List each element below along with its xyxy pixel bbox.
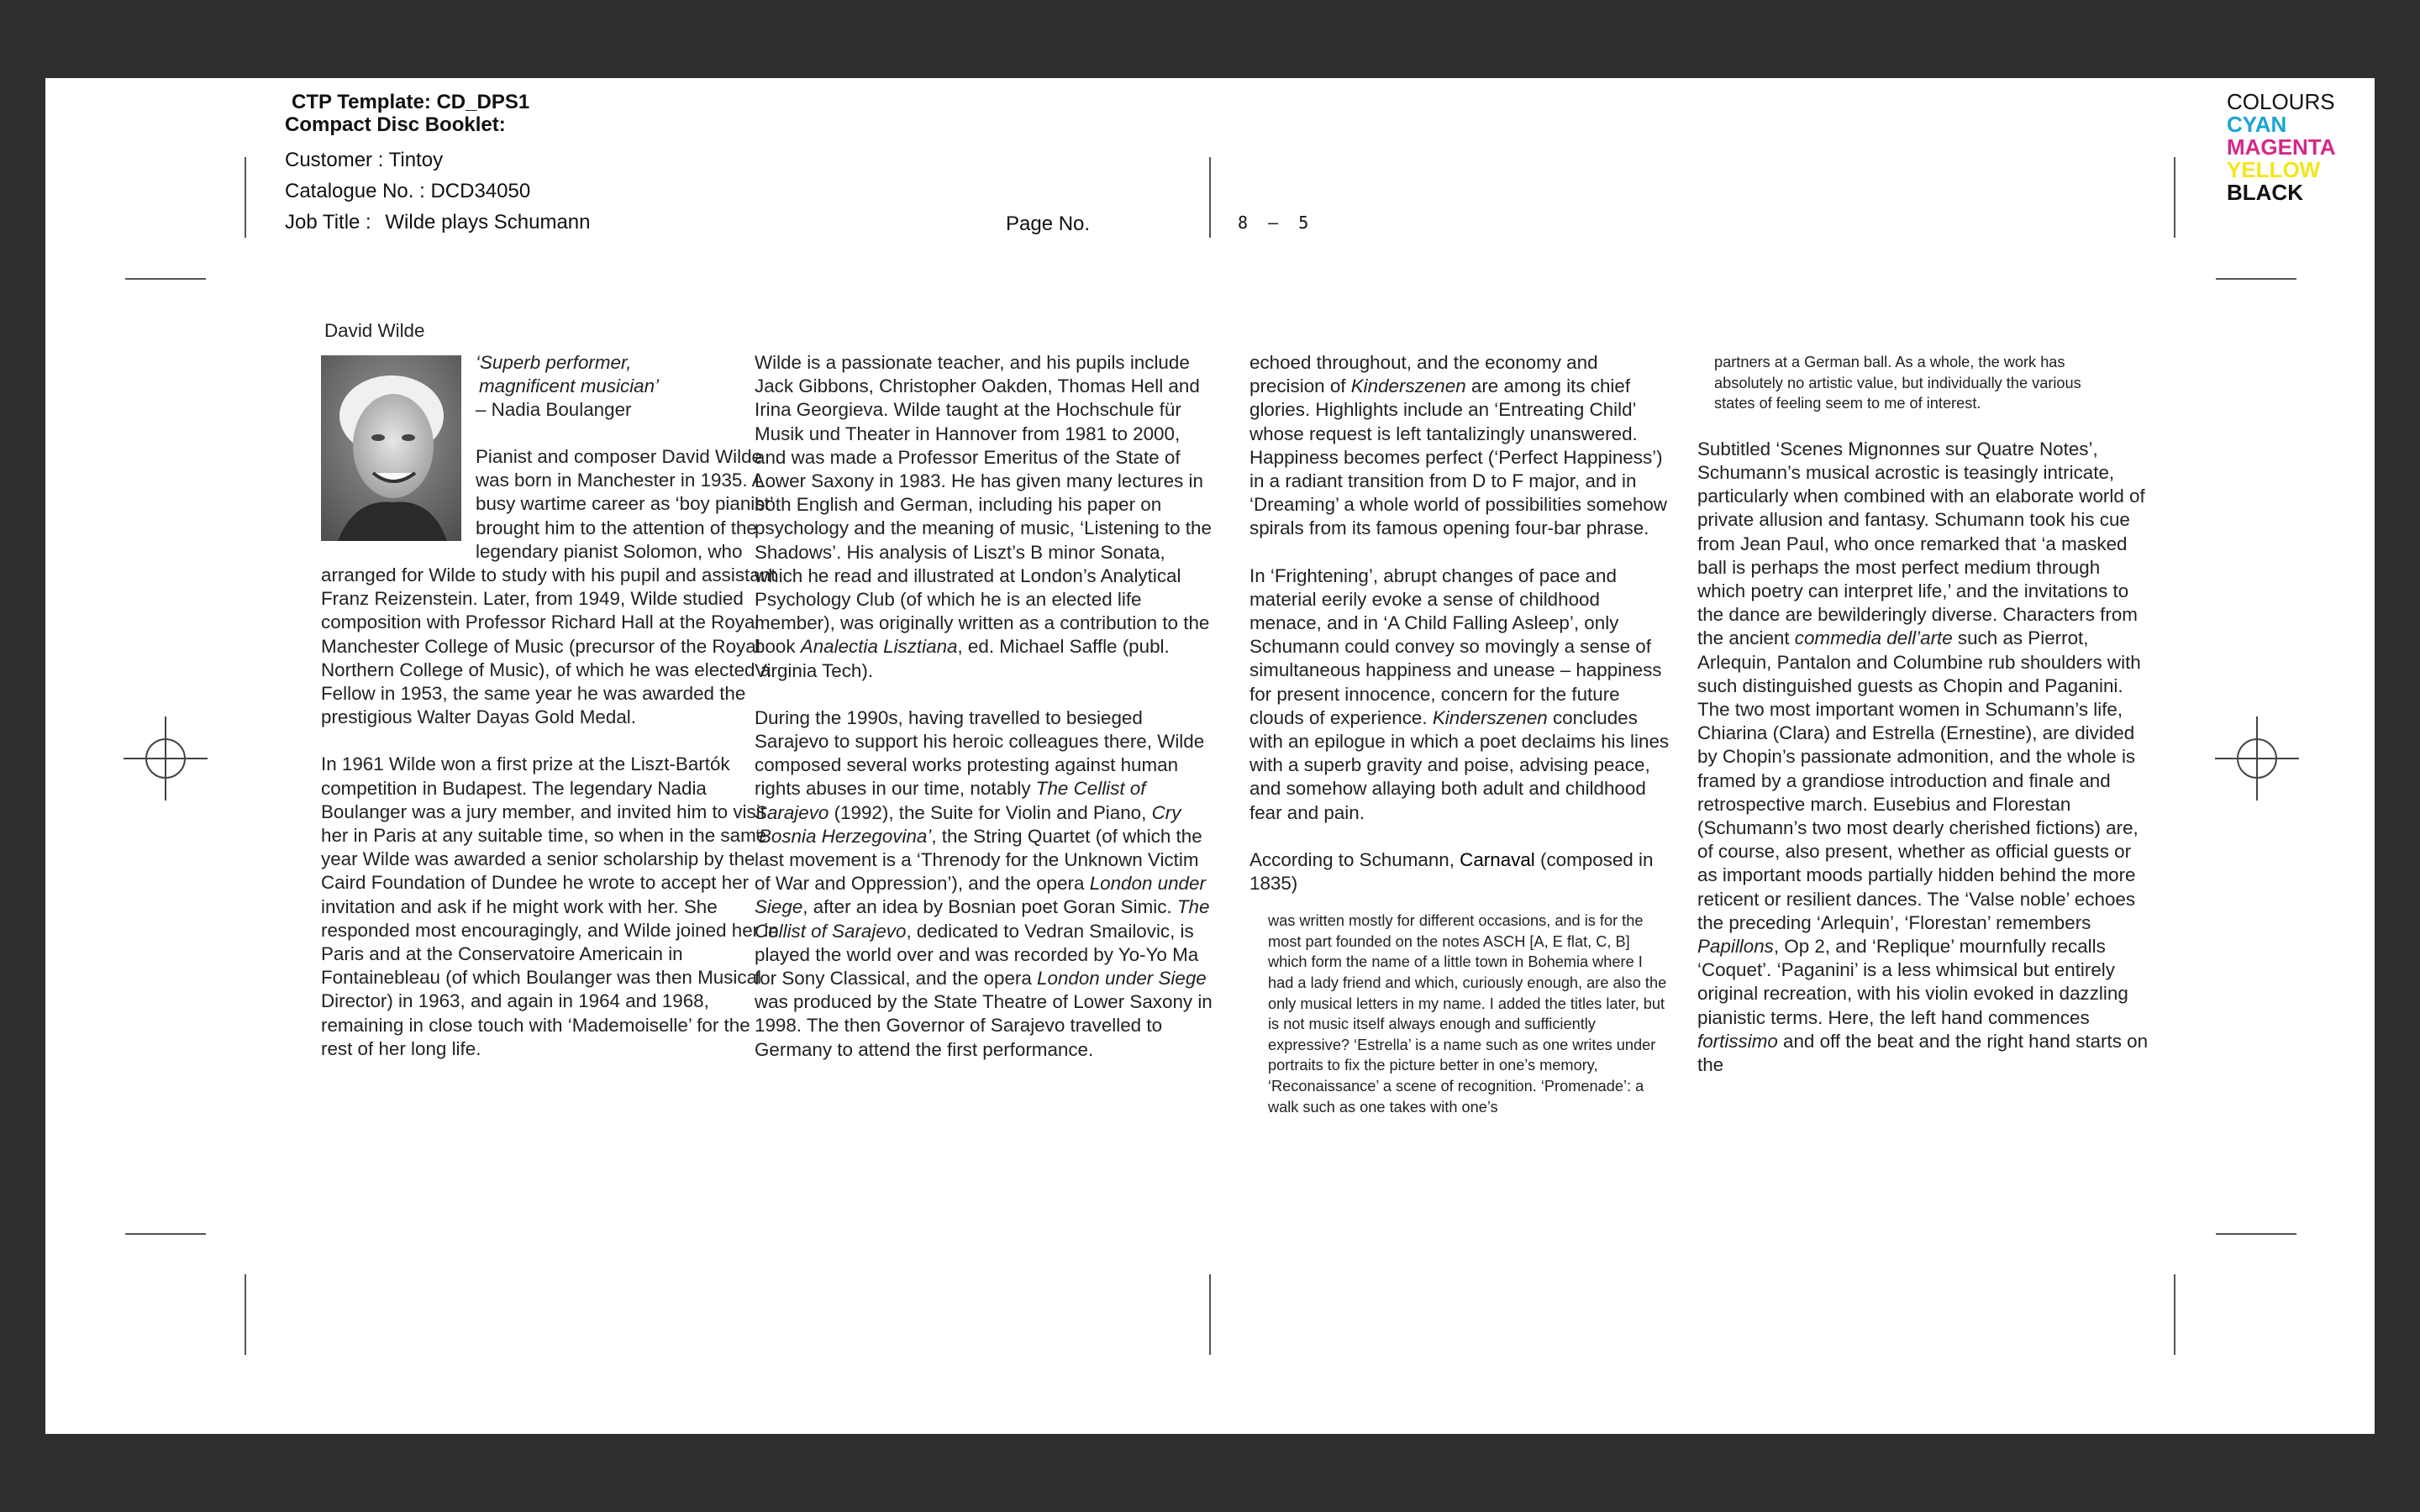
column-1 bbox=[321, 445, 786, 1084]
col1-paragraph-1: Pianist and composer David Wilde was born in Manchester in 1935. A busy wartime career as ‘boy pianist’ brought him to the attention of the legendary pianist Solomon, who arranged for Wilde to study with his pupil and assistant Franz Reizenstein. Later, from 1949, Wilde studied composition with Professor Richard Hall at the Royal Manchester College of Music (precursor of the Royal Northern College of Music), of which he was elected a Fellow in 1953, the same year he was awarded the prestigious Walter Dayas Gold Medal. bbox=[321, 446, 776, 728]
trim-mark bbox=[245, 157, 246, 238]
col4-paragraph-1: Subtitled ‘Scenes Mignonnes sur Quatre Notes’, Schumann’s musical acrostic is teasingly intricate, particularly when combined with an elaborate world of private allusion and fantasy. Schumann took his cue from Jean Paul, who once remarked that ‘a masked ball is perhaps the most perfect medium through which poetry can interpret life,’ and the invitations to the dance are bewilderingly diverse. Characters from the ancient commedia dell’arte such as Pierrot, Arlequin, Pantalon and Columbine rub shoulders with such distinguished guests as Chopin and Paganini. The two most important women in Schumann’s life, Chiarina (Clara) and Estrella (Ernestine), are divided by Chopin’s passionate admonition, and the whole is framed by a grandiose introduction and finale and retrospective march. Eusebius and Florestan (Schumann’s two most dearly cherished fictions) are, of course, also present, whether as official guests or as important moods partially hidden behind the more reticent or resilient dances. The ‘Valse noble’ echoes the preceding ‘Arlequin’, ‘Florestan’ remembers Papillons, Op 2, and ‘Replique’ mournfully recalls ‘Coquet’. ‘Paganini’ is a less whimsical but entirely original recreation, with his violin evoked in dazzling pianistic terms. Here, the left hand commences fortissimo and off the beat and the right hand starts on the bbox=[1697, 438, 2149, 1076]
trim-mark bbox=[245, 1274, 246, 1355]
page-no-value: 8 – 5 bbox=[1238, 213, 1309, 233]
registration-crosshair-icon bbox=[124, 717, 208, 801]
booklet-sheet bbox=[45, 78, 2375, 1434]
job-title-value: Wilde plays Schumann bbox=[385, 211, 591, 234]
schumann-quote: was written mostly for different occasions, and is for the most part founded on the notes ASCH [A, E flat, C, B] which form the name of a little town in Bohemia where I had a lady friend and which, curiously enough, are also the only musical letters in my name. I added the titles later, but is not music itself always enough and sufficiently expressive? ‘Estrella’ is a name such as one writes under portraits to fix the picture better in one’s memory, ‘Reconaissance’ a scene of recognition. ‘Promenade’: a walk such as one takes with one’s bbox=[1268, 912, 1667, 1116]
col3-paragraph-1: echoed throughout, and the economy and precision of Kinderszenen are among its chief glories. Highlights include an ‘Entreating Child’ whose request is left tantalizingly unanswered. Happiness becomes perfect (‘Perfect Happiness’) in a radiant transition from D to F major, and in ‘Dreaming’ a whole world of possibilities somehow spirals from its famous opening four-bar phrase. bbox=[1249, 352, 1667, 539]
registration-crosshair-icon bbox=[2215, 717, 2299, 801]
trim-mark bbox=[125, 1233, 206, 1235]
trim-mark bbox=[2216, 278, 2296, 280]
col2-paragraph-2: During the 1990s, having travelled to besieged Sarajevo to support his heroic colleagues there, Wilde composed several works protesting against human rights abuses in our time, notably The Cellist of Sarajevo (1992), the Suite for Violin and Piano, Cry ‘Bosnia Herzegovina’, the String Quartet (of which the last movement is a ‘Threnody for the Unknown Victim of War and Oppression’), and the opera London under Siege, after an idea by Bosnian poet Goran Simic. The Cellist of Sarajevo, dedicated to Vedran Smailovic, is played the world over and was recorded by Yo-Yo Ma for Sony Classical, and the opera London under Siege was produced by the State Theatre of Lower Saxony in 1998. The then Governor of Sarajevo travelled to Germany to attend the first performance. bbox=[755, 706, 1213, 1060]
quote-author: – Nadia Boulanger bbox=[476, 399, 632, 421]
trim-mark bbox=[1209, 1274, 1211, 1355]
schumann-quote-continued: partners at a German ball. As a whole, the work has absolutely no artistic value, but individually the various states of feeling seem to me of interest. bbox=[1714, 354, 2081, 412]
opening-quote bbox=[476, 351, 728, 423]
quote-line-1: ‘Superb performer, bbox=[476, 352, 632, 373]
trim-mark bbox=[1209, 157, 1211, 238]
col3-paragraph-3: According to Schumann, Carnaval (composed in 1835) bbox=[1249, 848, 1654, 895]
trim-mark bbox=[2216, 1233, 2296, 1235]
column-2 bbox=[755, 351, 1213, 1085]
colour-yellow: YELLOW bbox=[2227, 157, 2321, 182]
col2-paragraph-1: Wilde is a passionate teacher, and his pupils include Jack Gibbons, Christopher Oakden, Thomas Hell and Irina Georgieva. Wilde taught at the Hochschule für Musik und Theater in Hannover from 1981 to 2000, and was made a Professor Emeritus of the State of Lower Saxony in 1983. He has given many lectures in both English and German, including his paper on psychology and the meaning of music, ‘Listening to the Shadows’. His analysis of Liszt’s B minor Sonata, which he read and illustrated at London’s Analytical Psychology Club (of which he is an elected life member), was originally written as a contribution to the book Analectia Lisztiana, ed. Michael Saffle (publ. Virginia Tech). bbox=[755, 352, 1212, 681]
colour-magenta: MAGENTA bbox=[2227, 134, 2336, 160]
colour-cyan: CYAN bbox=[2227, 112, 2287, 137]
column-3 bbox=[1249, 351, 1670, 1117]
catalogue-value: DCD34050 bbox=[430, 180, 531, 202]
column-4 bbox=[1697, 352, 2151, 1077]
page-heading: David Wilde bbox=[324, 320, 425, 341]
catalogue-row bbox=[285, 180, 530, 203]
photo-spacer bbox=[321, 445, 476, 546]
colours-title: COLOURS bbox=[2227, 89, 2335, 114]
trim-mark bbox=[2174, 157, 2175, 238]
col3-paragraph-2: In ‘Frightening’, abrupt changes of pace and material eerily evoke a sense of childhood menace, and in ‘A Child Falling Asleep’, only Schumann could convey so movingly a sense of simultaneous happiness and unease – happiness for present innocence, concern for the future clouds of experience. Kinderszenen concludes with an epilogue in which a poet declaims his lines with a superb gravity and poise, advising peace, and somehow allaying both adult and childhood fear and pain. bbox=[1249, 564, 1670, 823]
page-no-label: Page No. bbox=[1006, 213, 1091, 235]
ctp-template-label: CTP Template: CD_DPS1 bbox=[292, 91, 530, 113]
trim-mark bbox=[125, 278, 206, 280]
job-title-row bbox=[285, 211, 591, 234]
col1-paragraph-2: In 1961 Wilde won a first prize at the Liszt-Bartók competition in Budapest. The legendary Nadia Boulanger was a jury member, and invited him to visit her in Paris at any suitable time, so when in the same year Wilde was awarded a senior scholarship by the Caird Foundation of Dundee he wrote to accept her invitation and ask if he might work with her. She responded most encouragingly, and Wilde joined her in Paris and at the Conservatoire Americain in Fontainebleau (of which Boulanger was then Musical Director) in 1963, and again in 1964 and 1968, remaining in close touch with ‘Mademoiselle’ for the rest of her long life. bbox=[321, 753, 779, 1059]
job-title-label: Job Title : bbox=[285, 211, 371, 234]
trim-mark bbox=[2174, 1274, 2175, 1355]
quote-line-2: magnificent musician’ bbox=[479, 375, 660, 397]
colours-legend bbox=[2227, 91, 2336, 204]
customer-row bbox=[285, 149, 443, 172]
customer-value: Tintoy bbox=[388, 149, 444, 171]
colour-black: BLACK bbox=[2227, 180, 2303, 205]
catalogue-label: Catalogue No. : bbox=[285, 180, 425, 202]
booklet-label: Compact Disc Booklet: bbox=[285, 113, 506, 136]
customer-label: Customer : bbox=[285, 149, 384, 171]
